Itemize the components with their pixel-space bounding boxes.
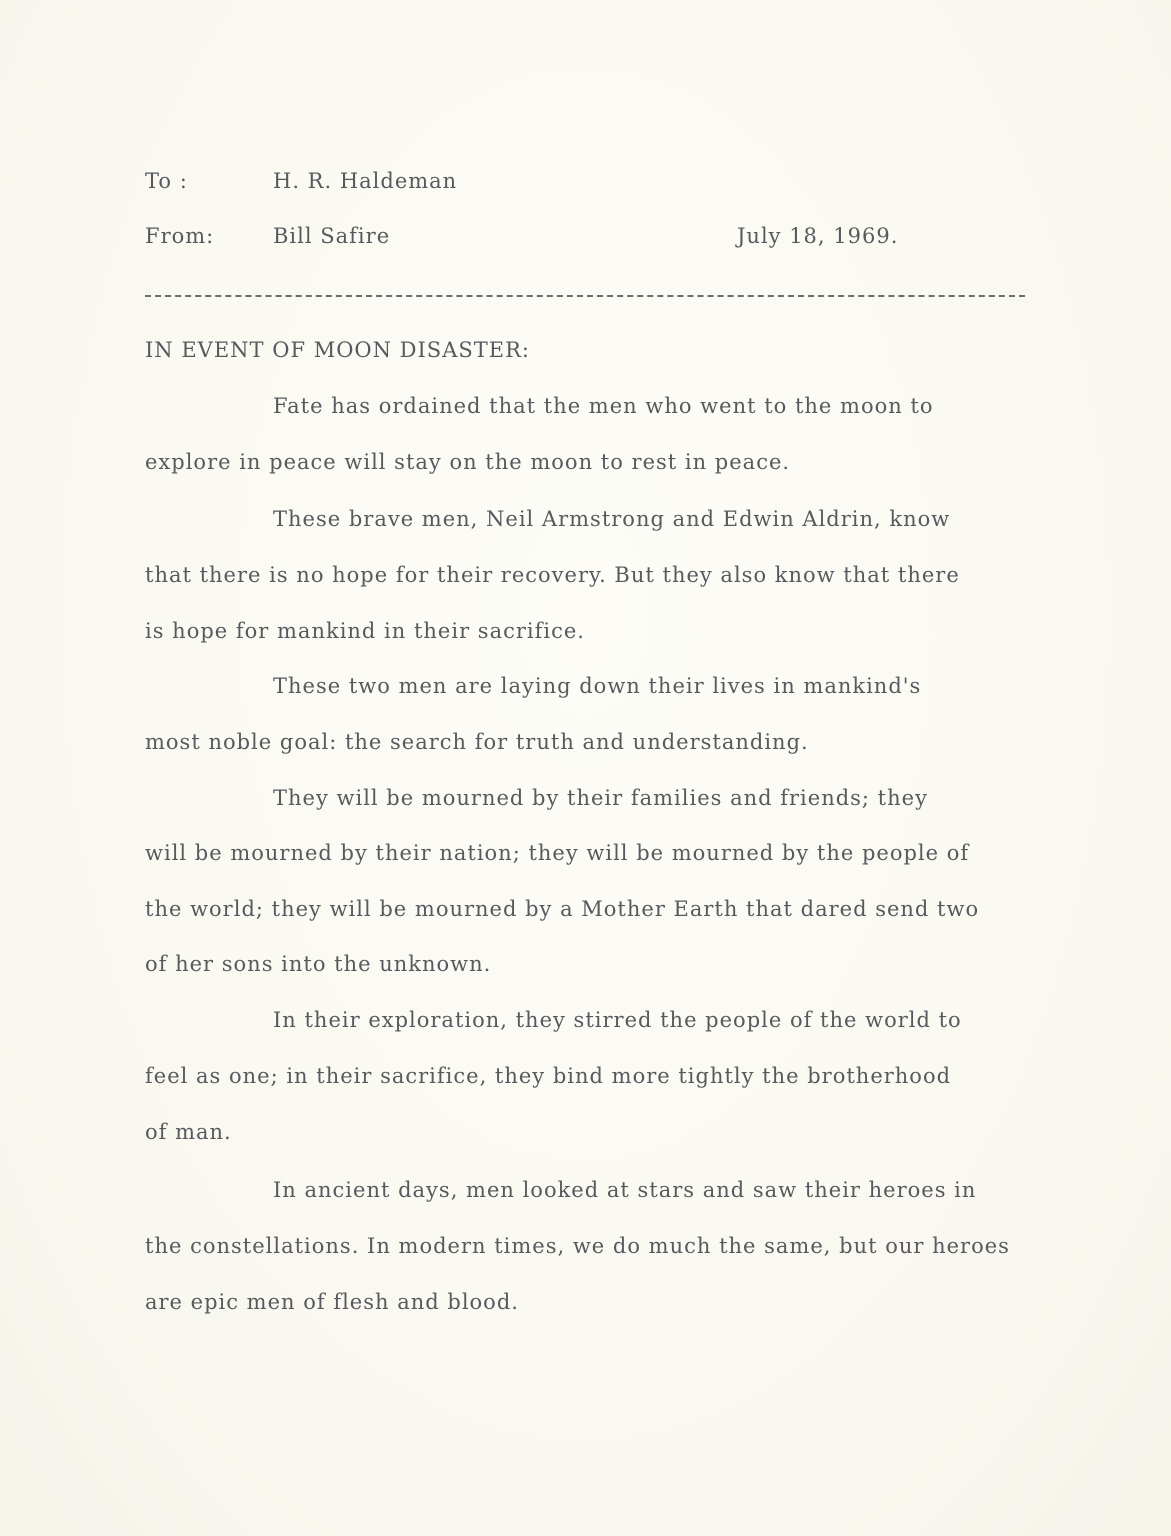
paragraph-line: of man. [145,1120,232,1144]
paragraph-line: In ancient days, men looked at stars and saw their heroes in [273,1178,977,1202]
paragraph-line: explore in peace will stay on the moon to rest in peace. [145,450,791,474]
from-label: From: [145,224,215,248]
to-value: H. R. Haldeman [273,169,458,193]
paragraph-line: are epic men of flesh and blood. [145,1290,519,1314]
paragraph-line: These two men are laying down their lives in mankind's [273,674,922,698]
paragraph-line: These brave men, Neil Armstrong and Edwin Aldrin, know [273,507,951,531]
to-label: To : [145,169,188,193]
memo-date: July 18, 1969. [737,224,899,248]
paragraph-line: is hope for mankind in their sacrifice. [145,619,585,643]
paragraph-line: of her sons into the unknown. [145,952,492,976]
memo-heading: IN EVENT OF MOON DISASTER: [145,338,530,362]
dashed-divider [145,295,1025,297]
paragraph-line: the world; they will be mourned by a Mother Earth that dared send two [145,897,980,921]
from-value: Bill Safire [273,224,391,248]
paragraph-line: the constellations. In modern times, we do much the same, but our heroes [145,1234,1010,1258]
paragraph-line: most noble goal: the search for truth and understanding. [145,730,809,754]
paragraph-line: In their exploration, they stirred the people of the world to [273,1008,962,1032]
paragraph-line: They will be mourned by their families and friends; they [273,786,928,810]
paragraph-line: that there is no hope for their recovery. But they also know that there [145,563,960,587]
paragraph-line: feel as one; in their sacrifice, they bind more tightly the brotherhood [145,1064,952,1088]
paragraph-line: will be mourned by their nation; they will be mourned by the people of [145,841,970,865]
paragraph-line: Fate has ordained that the men who went to the moon to [273,394,934,418]
